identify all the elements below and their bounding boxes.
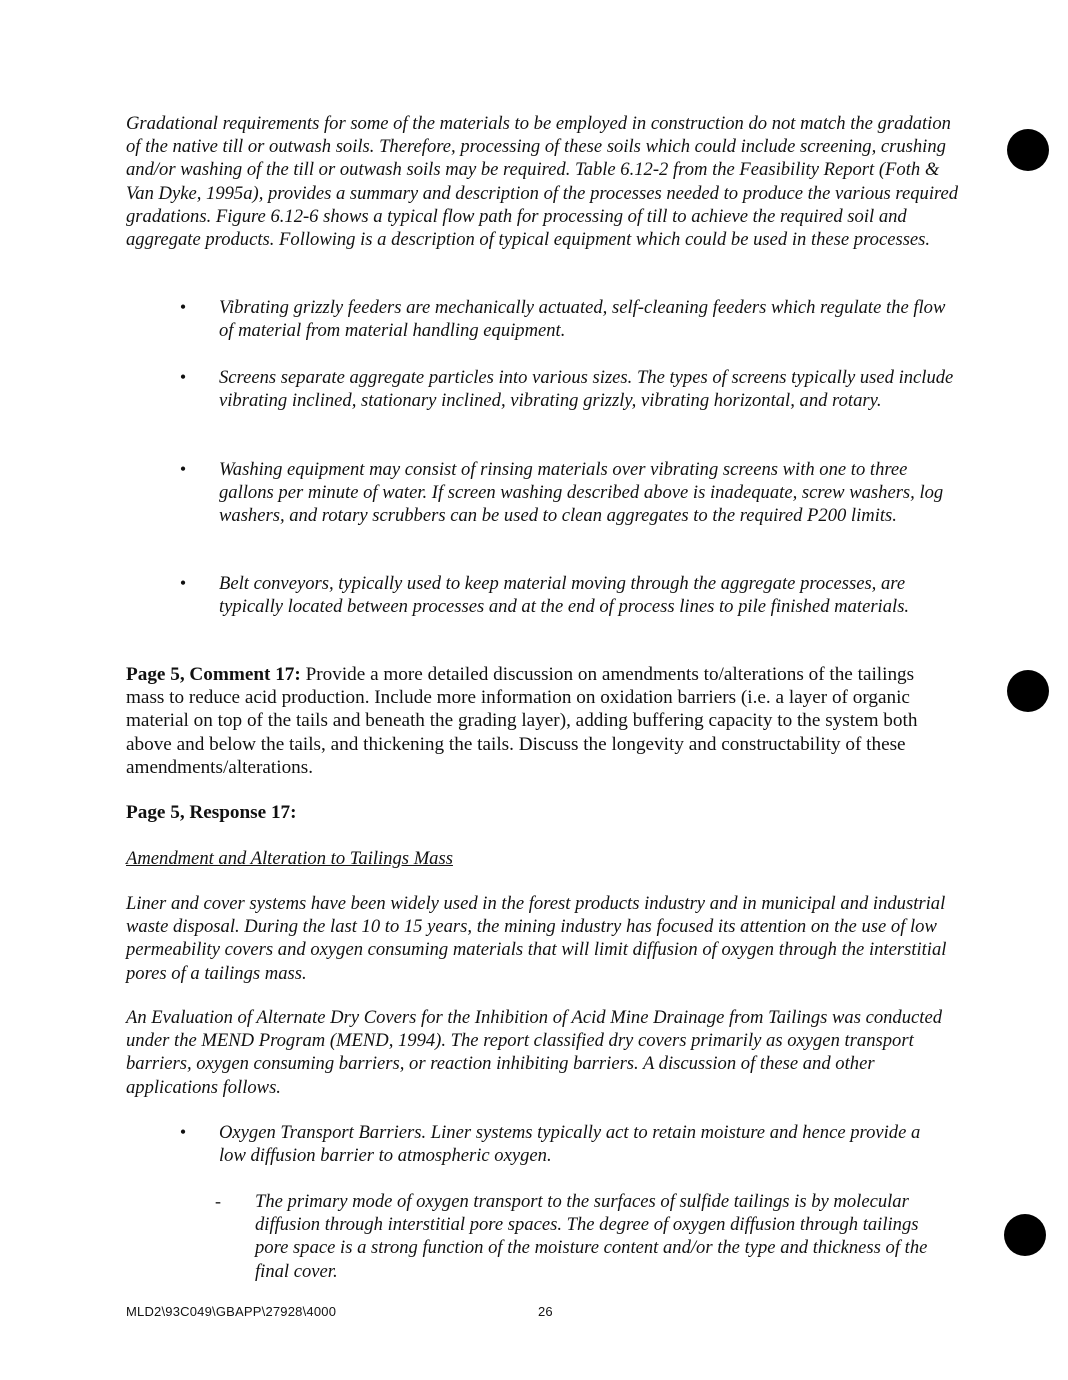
revision-dot-marker [1007,670,1049,712]
revision-dot-marker [1004,1214,1046,1256]
paragraph-liner-cover: Liner and cover systems have been widely used in the forest products industry and in municipal and industrial waste disposal. During the last 10 to 15 years, the mining industry has focused its attention on the use of low permeability covers and oxygen consuming materials that will limit diffusion of oxygen through the interstitial pores of a tailings mass. [126,893,947,984]
bullet-marker: • [179,1122,187,1142]
section-heading: Amendment and Alteration to Tailings Mass [126,848,453,869]
dash-marker: - [215,1191,221,1211]
paragraph-evaluation: An Evaluation of Alternate Dry Covers for the Inhibition of Acid Mine Drainage from Tailings was conducted under the MEND Program (MEND, 1994). The report classified dry covers primarily as oxygen transport barriers, oxygen consuming barriers, or reaction inhibiting barriers. A discussion of these and other applications follows. [126,1007,942,1098]
comment-paragraph [126,663,956,779]
footer-doc-code: MLD2\93C049\GBAPP\27928\4000 [126,1304,337,1319]
bullet-marker: • [179,297,187,317]
comment-label: Page 5, Comment 17: [126,664,301,685]
intro-paragraph: Gradational requirements for some of the materials to be employed in construction do not match the gradation of the native till or outwash soils. Therefore, processing of these soils which could include screening, crushing and/or washing of the till or outwash soils may be required. Table 6.12-2 from the Feasibility Report (Foth & Van Dyke, 1995a), provides a summary and description of the processes needed to produce the various required gradations. Figure 6.12-6 shows a typical flow path for processing of till to achieve the required soil and aggregate products. Following is a description of typical equipment which could be used in these processes. [126,113,959,251]
bullet-belt-conveyors: Belt conveyors, typically used to keep material moving through the aggregate processes, are typically located between processes and at the end of process lines to pile finished materials. [219,573,910,618]
bullet-marker: • [179,367,187,387]
comment-text: Provide a more detailed discussion on amendments to/alterations of the tailings mass to reduce acid production. Include more information on oxidation barriers (i.e. a layer of organic material on top of the tails and beneath the grading layer), adding buffering capacity to the system both above and below the tails, and thickening the tails. Discuss the longevity and constructability of these amendments/alterations. [126,664,918,778]
bullet-vibrating-grizzly: Vibrating grizzly feeders are mechanically actuated, self-cleaning feeders which regulate the flow of material from material handling equipment. [219,297,946,342]
bullet-marker: • [179,459,187,479]
subbullet-oxygen-diffusion: The primary mode of oxygen transport to the surfaces of sulfide tailings is by molecular diffusion through interstitial pore spaces. The degree of oxygen diffusion through tailings pore space is a strong function of the moisture content and/or the type and thickness of the final cover. [255,1191,928,1282]
bullet-screens: Screens separate aggregate particles into various sizes. The types of screens typically used include vibrating inclined, stationary inclined, vibrating grizzly, vibrating horizontal, and rotary. [219,367,954,412]
revision-dot-marker [1007,129,1049,171]
response-label: Page 5, Response 17: [126,802,297,823]
bullet-marker: • [179,573,187,593]
bullet-oxygen-transport-barriers: Oxygen Transport Barriers. Liner systems typically act to retain moisture and hence provide a low diffusion barrier to atmospheric oxygen. [219,1122,921,1167]
footer-page-number: 26 [538,1304,553,1319]
bullet-washing-equipment: Washing equipment may consist of rinsing materials over vibrating screens with one to three gallons per minute of water. If screen washing described above is inadequate, screw washers, log washers, and rotary scrubbers can be used to clean aggregates to the required P200 limits. [219,459,944,527]
